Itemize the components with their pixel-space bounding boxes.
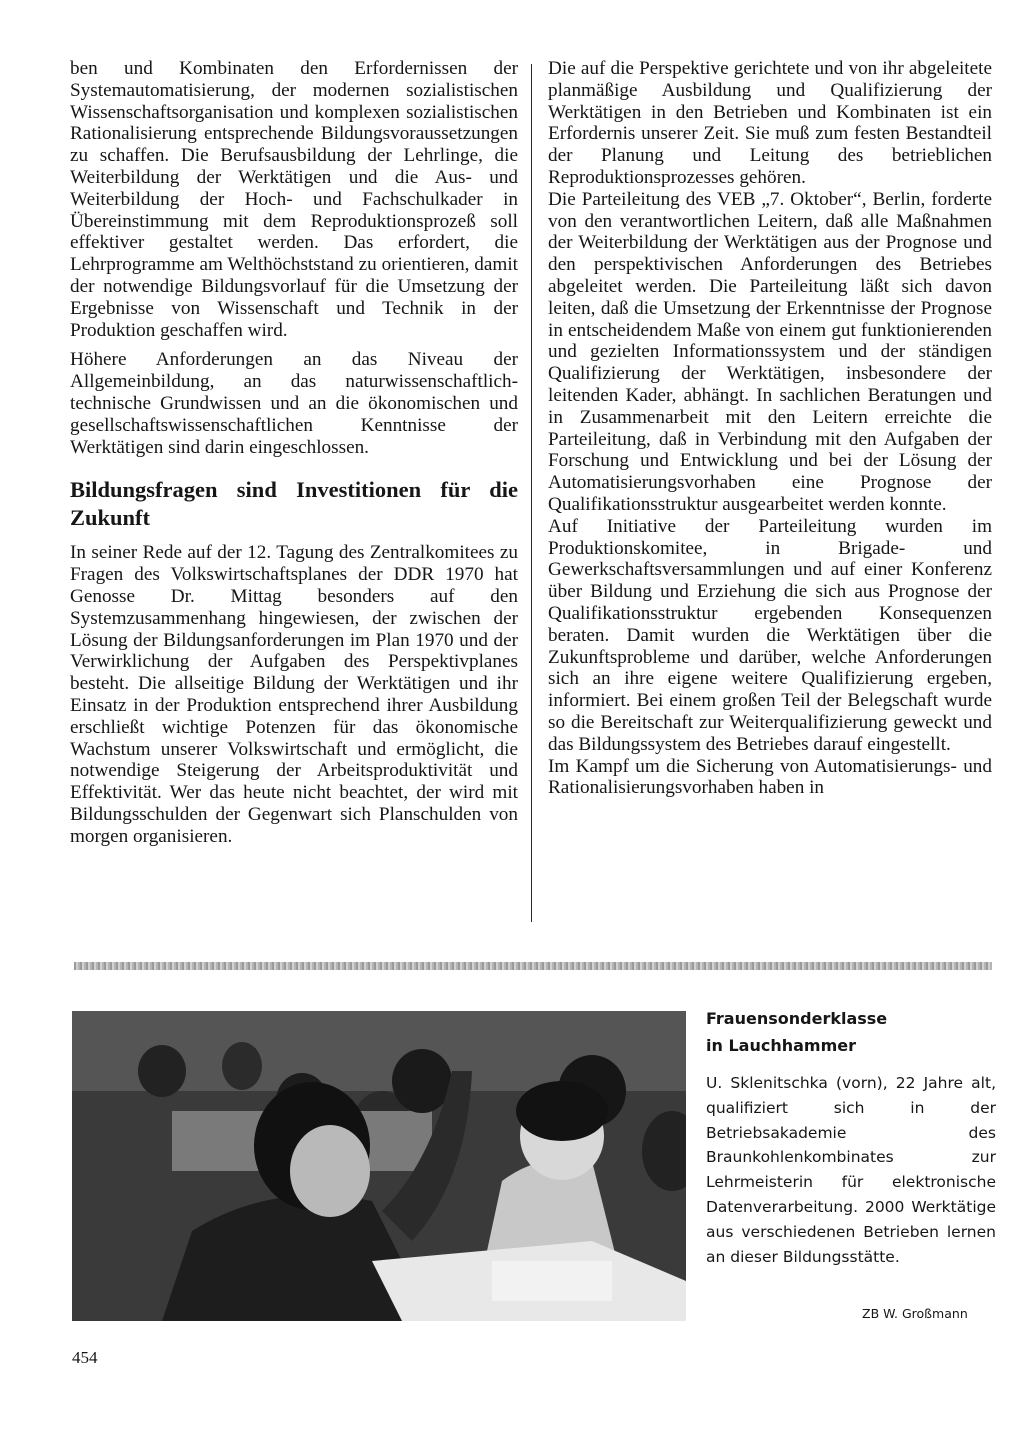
photo-caption (706, 1005, 996, 1269)
right-text-column (548, 58, 992, 799)
paragraph: Höhere Anforderungen an das Niveau der Allgemeinbildung, an das naturwissenschaftlich-technische Grundwissen und an die ökonomischen und gesellschaftswissenschaftlichen Kenntnisse der Werktätigen sind darin eingeschlossen. (70, 349, 518, 458)
caption-title (706, 1005, 996, 1059)
caption-title-line: in Lauchhammer (706, 1036, 856, 1055)
paragraph: In seiner Rede auf der 12. Tagung des Zentralkomitees zu Fragen des Volkswirtschaftsplanes der DDR 1970 hat Genosse Dr. Mittag besonders auf den Systemzusammenhang hingewiesen, der zwischen der Lösung der Bildungsanforderungen im Plan 1970 und der Verwirklichung der Aufgaben des Perspektivplanes besteht. Die allseitige Bildung der Werktätigen und ihr Einsatz in der Produktion entsprechend ihrer Ausbildung erschließt wichtige Potenzen für das ökonomische Wachstum unserer Volkswirtschaft und ermöglicht, die notwendige Steigerung der Arbeitsproduktivität und Effektivität. Wer das heute nicht beachtet, der wird mit Bildungsschulden der Gegenwart sich Planschulden von morgen organisieren. (70, 542, 518, 847)
paragraph: Auf Initiative der Parteileitung wurden im Produktionskomitee, in Brigade- und Gewerkschaftsversammlungen und auf einer Konferenz über Bildung und Erziehung die sich aus Prognose der Qualifikationsstruktur ergebenden Konsequenzen beraten. Damit wurden die Werktätigen über die Zukunftsprobleme und darüber, welche Anforderungen sich an ihre eigene weitere Qualifizierung ergeben, informiert. Bei einem großen Teil der Belegschaft wurde so die Bereitschaft zur Weiterqualifizierung geweckt und das Bildungssystem des Betriebes darauf eingestellt. (548, 515, 992, 755)
section-heading: Bildungsfragen sind Investitionen für die Zukunft (70, 477, 518, 531)
section-separator (74, 962, 992, 970)
left-text-column (70, 58, 518, 848)
paragraph: ben und Kombinaten den Erfordernissen der Systemautomatisierung, der modernen sozialistischen Wissenschaftsorganisation und komplexen sozialistischen Rationalisierung entsprechende Bildungsvoraussetzungen zu schaffen. Die Berufsausbildung der Lehrlinge, die Weiterbildung der Werktätigen und die Aus- und Weiterbildung der Hoch- und Fachschulkader in Übereinstimmung mit dem Reproduktionsprozeß soll effektiver gestaltet werden. Das erfordert, die Lehrprogramme am Welthöchststand zu orientieren, damit der notwendige Bildungsvorlauf für die Umsetzung der Ergebnisse von Wissenschaft und Technik in der Produktion geschaffen wird. (70, 58, 518, 341)
column-divider (531, 64, 532, 922)
photo-credit: ZB W. Großmann (862, 1306, 968, 1321)
caption-body: U. Sklenitschka (vorn), 22 Jahre alt, qualifiziert sich in der Betriebsakademie des Braunkohlenkombinates zur Lehrmeisterin für elektronische Datenverarbeitung. 2000 Werktätige aus verschiedenen Betrieben lernen an dieser Bildungsstätte. (706, 1074, 996, 1266)
paragraph: Im Kampf um die Sicherung von Automatisierungs- und Rationalisierungsvorhaben haben in (548, 755, 992, 799)
caption-title-line: Frauensonderklasse (706, 1009, 888, 1028)
classroom-photo (72, 1011, 686, 1321)
page-number: 454 (72, 1348, 98, 1367)
paragraph: Die auf die Perspektive gerichtete und von ihr abgeleitete planmäßige Ausbildung und Qualifizierung der Werktätigen in den Betrieben und Kombinaten ist ein Erfordernis unserer Zeit. Sie muß zum festen Bestandteil der Planung und Leitung des betrieblichen Reproduktionsprozesses gehören. (548, 58, 992, 188)
paragraph: Die Parteileitung des VEB „7. Oktober“, Berlin, forderte von den verantwortlichen Leitern, daß alle Maßnahmen der Weiterbildung der Werktätigen aus der Prognose und den perspektivischen Anforderungen des Betriebes abgeleitet werden. Die Parteileitung läßt sich davon leiten, daß die Umsetzung der Erkenntnisse der Prognose in entscheidendem Maße von einem gut funktionierenden und gezielten Informationssystem und der ständigen Qualifizierung der Werktätigen, insbesondere der leitenden Kader, abhängt. In sachlichen Beratungen und in Zusammenarbeit mit den Leitern erreichte die Parteileitung, daß in Verbindung mit den Aufgaben der Forschung und Entwicklung und bei der Lösung der Automatisierungsvorhaben eine Prognose der Qualifikationsstruktur ausgearbeitet werden konnte. (548, 188, 992, 515)
